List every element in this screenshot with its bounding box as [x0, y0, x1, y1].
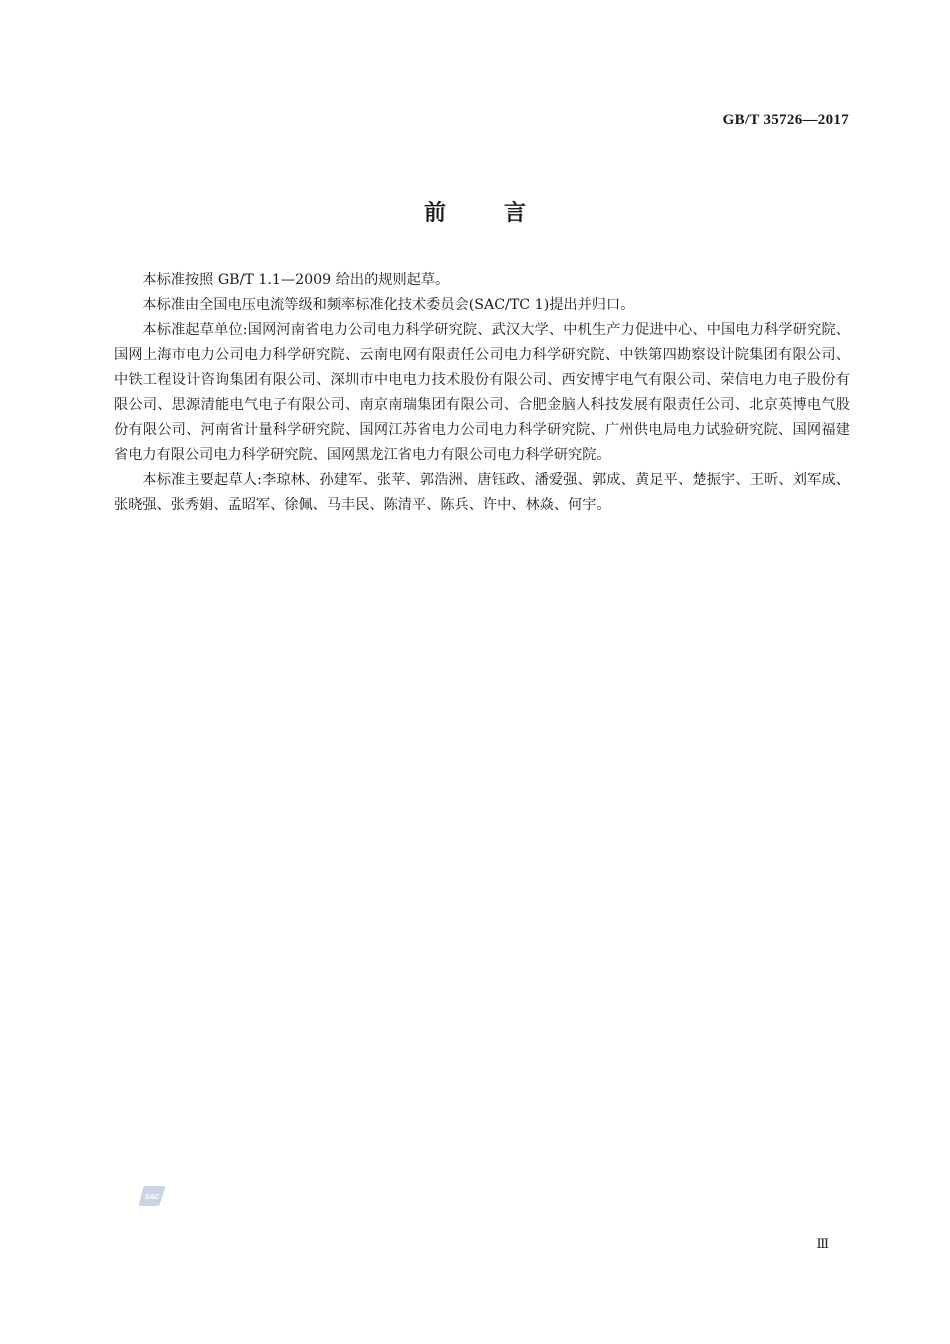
page-title: 前言	[423, 201, 584, 226]
sac-logo-text: SAC	[144, 1194, 160, 1201]
standard-code: GB/T 35726—2017	[722, 112, 849, 128]
paragraph-main-drafters: 本标准主要起草人:李琼林、孙建军、张苹、郭浩洲、唐钰政、潘爱强、郭成、黄足平、楚振宇、王昕、刘军成、张晓强、张秀娟、孟昭军、徐佩、马丰民、陈清平、陈兵、许中、林焱、何宇。	[114, 472, 850, 513]
sac-logo-icon	[138, 1183, 166, 1207]
paragraph-drafting-rules: 本标准按照 GB/T 1.1—2009 给出的规则起草。	[142, 272, 450, 288]
paragraph-drafting-units: 本标准起草单位:国网河南省电力公司电力科学研究院、武汉大学、中机生产力促进中心、中国电力科学研究院、国网上海市电力公司电力科学研究院、云南电网有限责任公司电力科学研究院、中铁第四勘察设计院集团有限公司、中铁工程设计咨询集团有限公司、深圳市中电电力技术股份有限公司、西安博宇电气有限公司、荣信电力电子股份有限公司、思源清能电气电子有限公司、南京南瑞集团有限公司、合肥金脑人科技发展有限责任公司、北京英博电气股份有限公司、河南省计量科学研究院、国网江苏省电力公司电力科学研究院、广州供电局电力试验研究院、国网福建省电力有限公司电力科学研究院、国网黑龙江省电力有限公司电力科学研究院。	[114, 322, 850, 463]
page-number: Ⅲ	[816, 1236, 829, 1251]
paragraph-proposer: 本标准由全国电压电流等级和频率标准化技术委员会(SAC/TC 1)提出并归口。	[142, 297, 635, 313]
document-body	[114, 268, 850, 518]
